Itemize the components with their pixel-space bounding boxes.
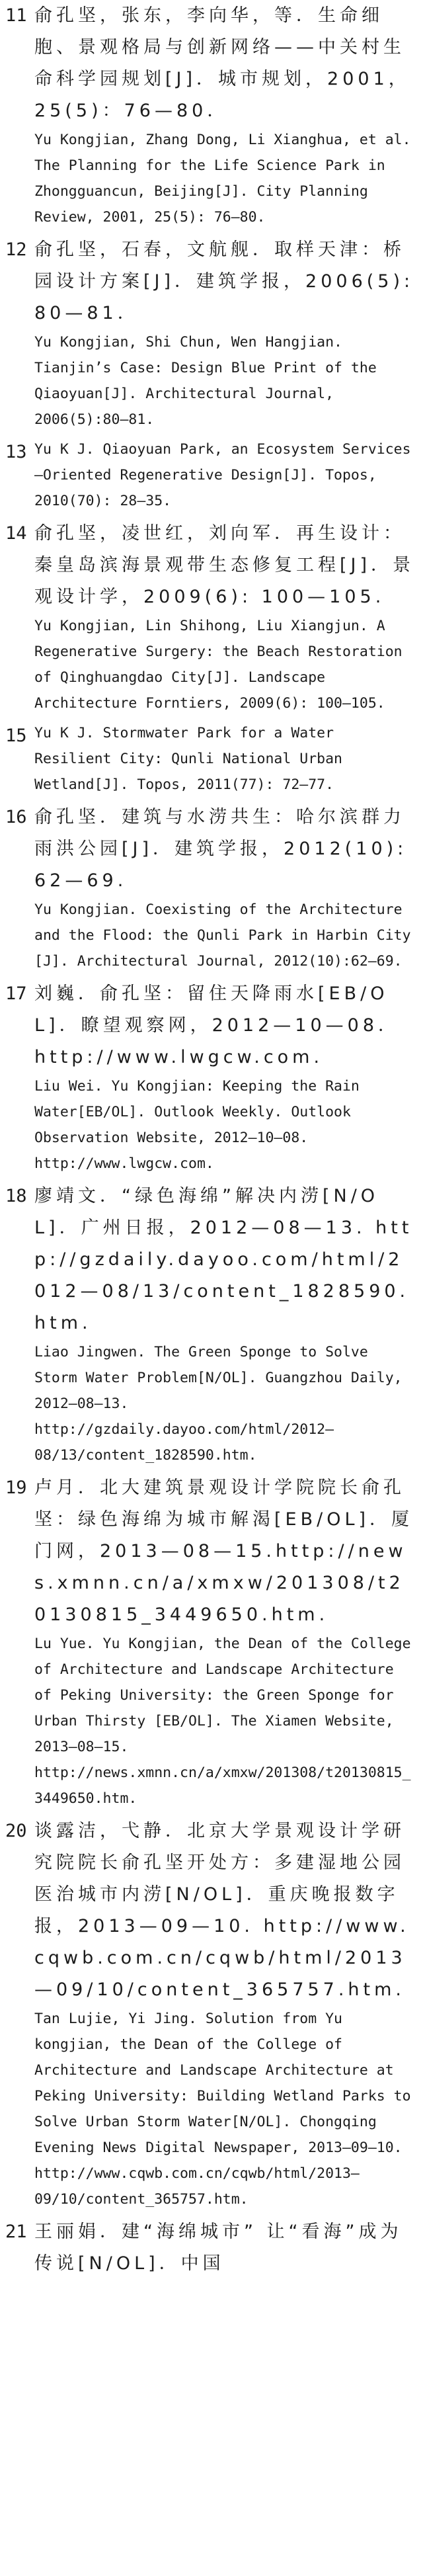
reference-citation-english: Yu K J. Qiaoyuan Park, an Ecosystem Services—Oriented Regenerative Design[J]. Topos, 2010(70): 28—35. — [34, 441, 411, 509]
reference-entry-16 — [0, 802, 423, 974]
reference-citation-english: Liao Jingwen. The Green Sponge to Solve Storm Water Problem[N/OL]. Guangzhou Daily, 2012—08—13. http://gzdaily.dayoo.com/html/2012—08/13/content_1828590.htm. — [34, 1344, 403, 1464]
reference-citation-english: Yu Kongjian, Zhang Dong, Li Xianghua, et al. The Planning for the Life Science Park in Zhongguancun, Beijing[J]. City Planning Review, 2001, 25(5): 76—80. — [34, 132, 411, 226]
reference-entry-18 — [0, 1181, 423, 1468]
reference-entry-15 — [0, 720, 423, 798]
reference-number: 16 — [5, 807, 27, 827]
reference-entry-14 — [0, 518, 423, 716]
reference-citation-english: Yu K J. Stormwater Park for a Water Resilient City: Qunli National Urban Wetland[J]. Topos, 2011(77): 72—77. — [34, 725, 342, 793]
reference-number: 15 — [5, 726, 27, 746]
reference-citation-english: Lu Yue. Yu Kongjian, the Dean of the College of Architecture and Landscape Architecture of Peking University: the Green Sponge for Urban Thirsty [EB/OL]. The Xiamen Website, 2013—08—15. http://news.xmnn.cn/a/xmxw/201308/t20130815_3449650.htm. — [34, 1636, 411, 1807]
reference-citation-english: Yu Kongjian, Lin Shihong, Liu Xiangjun. A Regenerative Surgery: the Beach Restoration of Qinghuangdao City[J]. Landscape Architecture Forntiers, 2009(6): 100—105. — [34, 618, 403, 712]
reference-citation-chinese: 俞孔坚，张东，李向华，等．生命细胞、景观格局与创新网络——中关村生命科学园规划[J]．城市规划，2001，25(5)：76—80． — [34, 5, 410, 121]
reference-body — [34, 720, 423, 798]
reference-body — [34, 234, 423, 433]
reference-entry-20 — [0, 1815, 423, 2212]
reference-body — [34, 436, 423, 514]
reference-entry-21 — [0, 2216, 423, 2280]
reference-body — [34, 1815, 423, 2212]
reference-citation-chinese: 廖靖文．“绿色海绵”解决内涝[N/OL]．广州日报，2012—08—13. http://gzdaily.dayoo.com/html/2012—08/13/content_1828590.htm. — [34, 1186, 413, 1333]
reference-citation-english: Liu Wei. Yu Kongjian: Keeping the Rain Water[EB/OL]. Outlook Weekly. Outlook Observation Website, 2012—10—08. http://www.lwgcw.com. — [34, 1078, 360, 1172]
reference-body — [34, 978, 423, 1177]
reference-number: 21 — [5, 2222, 27, 2242]
reference-citation-chinese: 俞孔坚．建筑与水涝共生：哈尔滨群力雨洪公园[J]．建筑学报，2012(10):62—69. — [34, 807, 408, 891]
reference-citation-chinese: 刘巍．俞孔坚：留住天降雨水[EB/OL]．瞭望观察网，2012—10—08．http://www.lwgcw.com. — [34, 983, 401, 1067]
reference-number: 20 — [5, 1821, 27, 1841]
reference-citation-chinese: 俞孔坚，石春，文航舰．取样天津：桥园设计方案[J]．建筑学报，2006(5):80—81． — [34, 239, 414, 323]
reference-number: 11 — [5, 5, 27, 26]
reference-entry-11 — [0, 0, 423, 230]
reference-number: 12 — [5, 239, 27, 260]
reference-body — [34, 1472, 423, 1811]
reference-number: 14 — [5, 523, 27, 544]
reference-citation-english: Yu Kongjian. Coexisting of the Architecture and the Flood: the Qunli Park in Harbin City [J]. Architectural Journal, 2012(10):62—69. — [34, 901, 411, 970]
reference-number: 13 — [5, 442, 27, 462]
reference-entry-19 — [0, 1472, 423, 1811]
reference-entry-13 — [0, 436, 423, 514]
reference-body — [34, 2216, 423, 2280]
reference-body — [34, 802, 423, 974]
reference-number: 19 — [5, 1477, 27, 1498]
reference-citation-chinese: 王丽娟．建“海绵城市” 让“看海”成为传说[N/OL]．中国 — [34, 2222, 403, 2274]
reference-citation-english: Yu Kongjian, Shi Chun, Wen Hangjian. Tianjin’s Case: Design Blue Print of the Qiaoyuan[J]. Architectural Journal, 2006(5):80—81. — [34, 334, 377, 428]
reference-body — [34, 1181, 423, 1468]
reference-body — [34, 0, 423, 230]
reference-entry-17 — [0, 978, 423, 1177]
reference-citation-chinese: 卢月．北大建筑景观设计学院院长俞孔坚：绿色海绵为城市解渴[EB/OL]．厦门网，2013—08—15.http://news.xmnn.cn/a/xmxw/201308/t20130815_3449650.htm. — [34, 1477, 414, 1625]
reference-body — [34, 518, 423, 716]
reference-number: 17 — [5, 983, 27, 1004]
reference-citation-chinese: 俞孔坚，凌世红，刘向军．再生设计：秦皇岛滨海景观带生态修复工程[J]．景观设计学，2009(6): 100—105. — [34, 523, 415, 607]
reference-citation-chinese: 谈露洁，弋静．北京大学景观设计学研究院院长俞孔坚开处方：多建湿地公园医治城市内涝[N/OL]．重庆晚报数字报，2013—09—10. http://www.cqwb.com.cn/cqwb/html/2013—09/10/content_365757.htm. — [34, 1821, 410, 2000]
reference-entry-12 — [0, 234, 423, 433]
reference-number: 18 — [5, 1186, 27, 1206]
reference-citation-english: Tan Lujie, Yi Jing. Solution from Yu kongjian, the Dean of the College of Architecture and Landscape Architecture at Peking University: Building Wetland Parks to Solve Urban Storm Water[N/OL]. Chongqing Evening News Digital Newspaper, 2013—09—10. http://www.cqwb.com.cn/cqwb/html/2013—09/10/content_365757.htm. — [34, 2011, 411, 2208]
